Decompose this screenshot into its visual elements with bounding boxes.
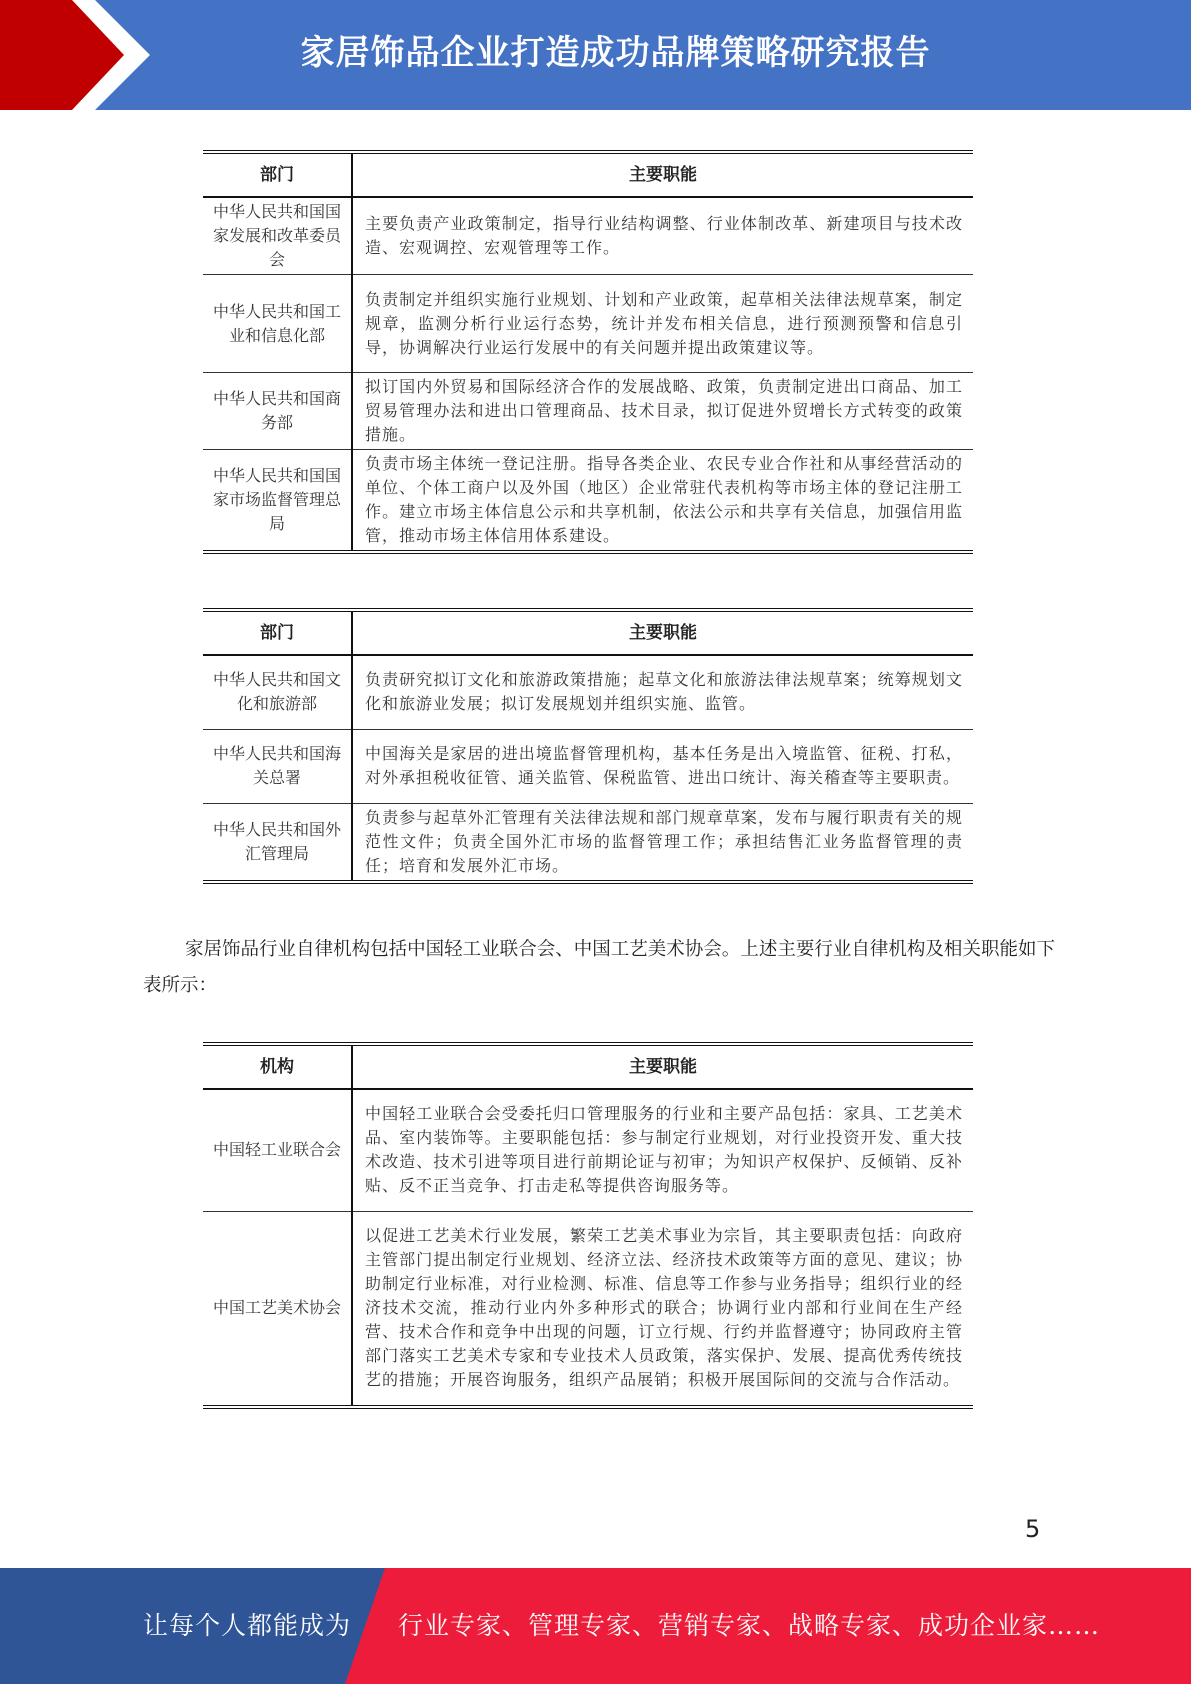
duty-cell: 以促进工艺美术行业发展，繁荣工艺美术事业为宗旨，其主要职责包括：向政府主管部门提出制定行业规划、经济立法、经济技术政策等方面的意见、建议；协助制定行业标准，对行业检测、标准、信息等工作参与业务指导；组织行业的经济技术交流，推动行业内外多种形式的联合；协调行业内部和行业间在生产经营、技术合作和竞争中出现的问题，订立行规、行约并监督遵守；协同政府主管部门落实工艺美术专家和专业技术人员政策，落实保护、发展、提高优秀传统技艺的措施；开展咨询服务，组织产品展销；积极开展国际间的交流与合作活动。	[352, 1211, 973, 1407]
duty-cell: 拟订国内外贸易和国际经济合作的发展战略、政策，负责制定进出口商品、加工贸易管理办法和进出口管理商品、技术目录，拟订促进外贸增长方式转变的政策措施。	[352, 373, 973, 450]
dept-cell: 中华人民共和国国家发展和改革委员会	[203, 197, 352, 275]
page-header	[0, 0, 1191, 110]
column-header-duty: 主要职能	[352, 610, 973, 655]
department-table-2	[203, 608, 973, 884]
duty-cell: 中国海关是家居的进出境监督管理机构，基本任务是出入境监管、征税、打私，对外承担税收征管、通关监管、保税监管、进出口统计、海关稽查等主要职责。	[352, 729, 973, 803]
column-header-dept: 部门	[203, 152, 352, 197]
organization-table	[203, 1042, 973, 1409]
column-header-duty: 主要职能	[352, 152, 973, 197]
page-footer	[0, 1568, 1191, 1684]
department-table-1	[203, 150, 973, 554]
org-cell: 中国轻工业联合会	[203, 1089, 352, 1211]
table-row	[203, 655, 973, 729]
duty-cell: 负责制定并组织实施行业规划、计划和产业政策，起草相关法律法规草案，制定规章，监测分析行业运行态势，统计并发布相关信息，进行预测预警和信息引导，协调解决行业运行发展中的有关问题并提出政策建议等。	[352, 275, 973, 373]
dept-cell: 中华人民共和国工业和信息化部	[203, 275, 352, 373]
table-row	[203, 373, 973, 450]
org-cell: 中国工艺美术协会	[203, 1211, 352, 1407]
column-header-dept: 部门	[203, 610, 352, 655]
duty-cell: 中国轻工业联合会受委托归口管理服务的行业和主要产品包括：家具、工艺美术品、室内装饰等。主要职能包括：参与制定行业规划，对行业投资开发、重大技术改造、技术引进等项目进行前期论证与初审；为知识产权保护、反倾销、反补贴、反不正当竞争、打击走私等提供咨询服务等。	[365, 1104, 963, 1196]
table-row	[203, 197, 973, 275]
dept-cell: 中华人民共和国外汇管理局	[203, 803, 352, 882]
table-row	[203, 450, 973, 553]
dept-cell: 中华人民共和国国家市场监督管理总局	[203, 450, 352, 553]
column-header-org: 机构	[203, 1044, 352, 1089]
table-row	[203, 729, 973, 803]
column-header-duty: 主要职能	[352, 1044, 973, 1089]
duty-cell: 主要负责产业政策制定，指导行业结构调整、行业体制改革、新建项目与技术改造、宏观调控、宏观管理等工作。	[365, 214, 963, 257]
table-header-row	[203, 610, 973, 655]
page-number: 5	[1025, 1515, 1041, 1543]
table-header-row	[203, 1044, 973, 1089]
table-row	[203, 803, 973, 882]
dept-cell: 中华人民共和国文化和旅游部	[203, 655, 352, 729]
footer-slogan-right: 行业专家、管理专家、营销专家、战略专家、成功企业家……	[398, 1611, 1101, 1640]
table-row	[203, 1211, 973, 1407]
body-paragraph: 家居饰品行业自律机构包括中国轻工业联合会、中国工艺美术协会。上述主要行业自律机构及相关职能如下表所示：	[143, 939, 1055, 996]
dept-cell: 中华人民共和国海关总署	[203, 729, 352, 803]
footer-slogan-left: 让每个人都能成为	[143, 1611, 352, 1640]
table-header-row	[203, 152, 973, 197]
table-row	[203, 1089, 973, 1211]
duty-cell: 负责市场主体统一登记注册。指导各类企业、农民专业合作社和从事经营活动的单位、个体工商户以及外国（地区）企业常驻代表机构等市场主体的登记注册工作。建立市场主体信息公示和共享机制，依法公示和共享有关信息，加强信用监管，推动市场主体信用体系建设。	[352, 450, 973, 553]
dept-cell: 中华人民共和国商务部	[203, 373, 352, 450]
duty-cell: 负责研究拟订文化和旅游政策措施；起草文化和旅游法律法规草案；统筹规划文化和旅游业发展；拟订发展规划并组织实施、监管。	[365, 670, 963, 714]
report-title: 家居饰品企业打造成功品牌策略研究报告	[300, 33, 931, 73]
table-row	[203, 275, 973, 373]
duty-cell: 负责参与起草外汇管理有关法律法规和部门规章草案，发布与履行职责有关的规范性文件；负责全国外汇市场的监督管理工作；承担结售汇业务监督管理的责任；培育和发展外汇市场。	[352, 803, 973, 882]
